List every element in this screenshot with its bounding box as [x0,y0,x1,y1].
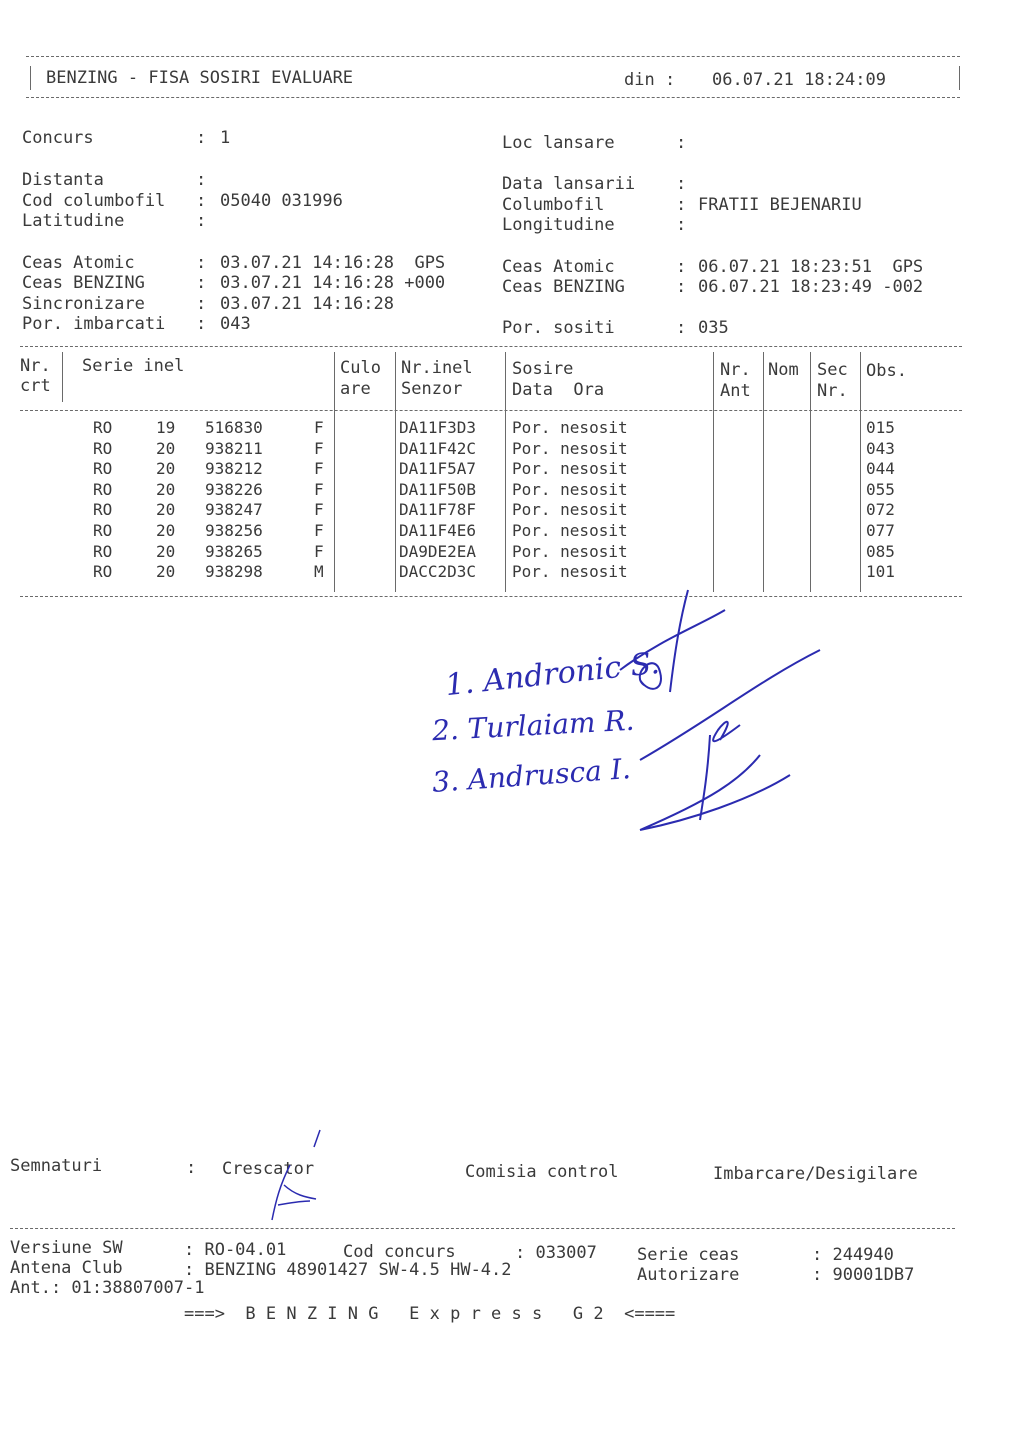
cell-obs: 077 [866,521,895,540]
distanta-label: Distanta [22,170,104,190]
ceas-benzing-start-sep: : [196,273,207,293]
ceas-atomic-end-label: Ceas Atomic [502,257,615,277]
cell-year: 19 [156,418,176,437]
ceas-atomic-end-sep: : [676,257,687,277]
cell-obs: 043 [866,438,895,458]
data-lansarii-sep: : [676,174,687,194]
cell-sensor: DA11F78F [399,500,477,520]
cell-ring: 516830 [205,418,263,437]
table-top-rule [20,346,962,347]
cell-sensor: DACC2D3C [399,562,477,582]
cell-sex: F [314,418,324,437]
cell-ring: 938265 [205,541,263,561]
cell-sex: F [314,459,324,479]
por-imbarcati-sep: : [196,314,207,334]
cell-status: Por. nesosit [512,418,628,437]
cell-country: RO [93,521,113,540]
cell-ring: 938247 [205,500,263,520]
latitudine-label: Latitudine [22,211,125,231]
semnaturi-label: Semnaturi [10,1156,103,1176]
antena-label: Antena Club [10,1258,123,1278]
col-sep [860,352,861,592]
header-sec-nr-2: Nr. [817,381,848,401]
table-header-rule [20,410,962,411]
ceas-benzing-end-sep: : [676,277,687,297]
cell-obs: 085 [866,541,895,561]
versiune-value: : RO-04.01 [184,1240,287,1260]
cell-year: 20 [156,541,176,561]
ceas-benzing-end-label: Ceas BENZING [502,277,625,297]
concurs-value: 1 [220,128,231,148]
cell-year: 20 [156,562,176,582]
cell-obs: 015 [866,418,895,437]
header-data-ora: Data Ora [512,380,605,400]
cell-country: RO [93,541,113,561]
cell-country: RO [93,438,113,458]
cell-sensor: DA11F3D3 [399,418,477,437]
cell-ring: 938256 [205,521,263,540]
cell-sex: F [314,438,324,458]
cell-status: Por. nesosit [512,459,628,479]
imbarcare-label: Imbarcare/Desigilare [713,1164,918,1184]
cod-concurs-value: : 033007 [515,1243,597,1263]
cell-status: Por. nesosit [512,562,628,582]
serie-ceas-value: : 244940 [812,1245,894,1265]
por-sositi-value: 035 [698,318,729,338]
columbofil-label: Columbofil [502,195,605,215]
cell-sex: F [314,541,324,561]
brand-line: ===> B E N Z I N G E x p r e s s G 2 <==== [184,1304,676,1324]
crescator-label: Crescator [222,1159,315,1179]
col-sep [395,352,396,592]
col-sep [763,352,764,592]
header-nom: Nom [768,360,799,380]
footer-rule [10,1228,955,1229]
concurs-label: Concurs [22,128,94,148]
ceas-benzing-end-value: 06.07.21 18:23:49 -002 [698,277,924,297]
cod-columbofil-value: 05040 031996 [220,191,343,211]
cell-obs: 055 [866,479,895,499]
cell-year: 20 [156,479,176,499]
header-sec-nr-1: Sec [817,360,848,380]
cell-sensor: DA11F4E6 [399,521,477,540]
document-title: BENZING - FISA SOSIRI EVALUARE [46,68,354,88]
distanta-sep: : [196,170,207,190]
cell-country: RO [93,459,113,479]
cell-year: 20 [156,521,176,540]
sincronizare-value: 03.07.21 14:16:28 [220,294,394,314]
cell-ring: 938211 [205,438,263,458]
ceas-atomic-start-value: 03.07.21 14:16:28 GPS [220,253,446,273]
longitudine-label: Longitudine [502,215,615,235]
autorizare-label: Autorizare [637,1265,740,1285]
autorizare-value: : 90001DB7 [812,1265,915,1285]
header-obs: Obs. [866,361,907,381]
col-sep [713,352,714,592]
header-nr-crt-2: crt [20,376,51,396]
signature-scribble [600,580,840,840]
sincronizare-label: Sincronizare [22,294,145,314]
ant-line: Ant.: 01:38807007-1 [10,1278,205,1298]
header-left-border [30,66,31,90]
cell-year: 20 [156,459,176,479]
por-imbarcati-label: Por. imbarcati [22,314,166,334]
ceas-benzing-start-label: Ceas BENZING [22,273,145,293]
data-lansarii-label: Data lansarii [502,174,636,194]
longitudine-sep: : [676,215,687,235]
versiune-label: Versiune SW [10,1238,123,1258]
cod-concurs-label: Cod concurs [343,1242,456,1262]
cell-country: RO [93,500,113,520]
cell-ring: 938298 [205,562,263,582]
cell-status: Por. nesosit [512,500,628,520]
cell-country: RO [93,562,113,582]
loc-lansare-label: Loc lansare [502,133,615,153]
cod-columbofil-label: Cod columbofil [22,191,166,211]
col-sep [334,352,335,592]
concurs-sep: : [196,128,207,148]
cell-obs: 044 [866,459,895,479]
cell-status: Por. nesosit [512,479,628,499]
cell-sensor: DA11F42C [399,438,477,458]
cell-sex: F [314,500,324,520]
cell-ring: 938226 [205,479,263,499]
cell-country: RO [93,479,113,499]
latitudine-sep: : [196,211,207,231]
por-imbarcati-value: 043 [220,314,251,334]
header-bottom-rule [26,97,960,98]
col-sep [505,352,506,592]
cod-columbofil-sep: : [196,191,207,211]
ceas-atomic-start-sep: : [196,253,207,273]
col-sep [62,352,63,402]
header-sosire: Sosire [512,359,574,379]
header-top-rule [26,56,960,57]
din-value: 06.07.21 18:24:09 [712,70,886,90]
col-sep [810,352,811,592]
ceas-benzing-start-value: 03.07.21 14:16:28 +000 [220,273,446,293]
handwritten-line-2: 2. Turlaiam R. [431,703,636,748]
cell-sensor: DA9DE2EA [399,541,477,561]
header-nr-crt-1: Nr. [20,356,51,376]
columbofil-value: FRATII BEJENARIU [698,195,862,215]
header-nr-ant-1: Nr. [720,360,751,380]
cell-ring: 938212 [205,459,263,479]
por-sositi-sep: : [676,318,687,338]
header-serie-inel: Serie inel [82,356,185,376]
ceas-atomic-end-value: 06.07.21 18:23:51 GPS [698,257,924,277]
cell-status: Por. nesosit [512,521,628,540]
cell-obs: 072 [866,500,895,520]
cell-sex: F [314,521,324,540]
serie-ceas-label: Serie ceas [637,1245,740,1265]
cell-sex: F [314,479,324,499]
cell-sensor: DA11F50B [399,479,477,499]
handwritten-line-1: 1. Andronic S. [443,645,662,704]
cell-year: 20 [156,438,176,458]
comisia-label: Comisia control [465,1162,619,1182]
loc-lansare-sep: : [676,133,687,153]
por-sositi-label: Por. sositi [502,318,615,338]
header-culoare-1: Culo [340,358,381,378]
cell-sensor: DA11F5A7 [399,459,477,479]
cell-country: RO [93,418,113,437]
ceas-atomic-start-label: Ceas Atomic [22,253,135,273]
header-senzor: Senzor [401,379,463,399]
cell-year: 20 [156,500,176,520]
handwritten-line-3: 3. Andrusca I. [431,752,632,799]
columbofil-sep: : [676,195,687,215]
din-label: din : [624,70,676,90]
header-right-border [959,66,960,90]
header-nr-inel: Nr.inel [401,358,473,378]
header-nr-ant-2: Ant [720,381,751,401]
crescator-signature [250,1125,330,1235]
semnaturi-sep: : [186,1158,197,1178]
sincronizare-sep: : [196,294,207,314]
cell-obs: 101 [866,562,895,582]
header-culoare-2: are [340,379,371,399]
antena-value: : BENZING 48901427 SW-4.5 HW-4.2 [184,1260,512,1280]
cell-sex: M [314,562,324,582]
cell-status: Por. nesosit [512,438,628,458]
cell-status: Por. nesosit [512,541,628,561]
